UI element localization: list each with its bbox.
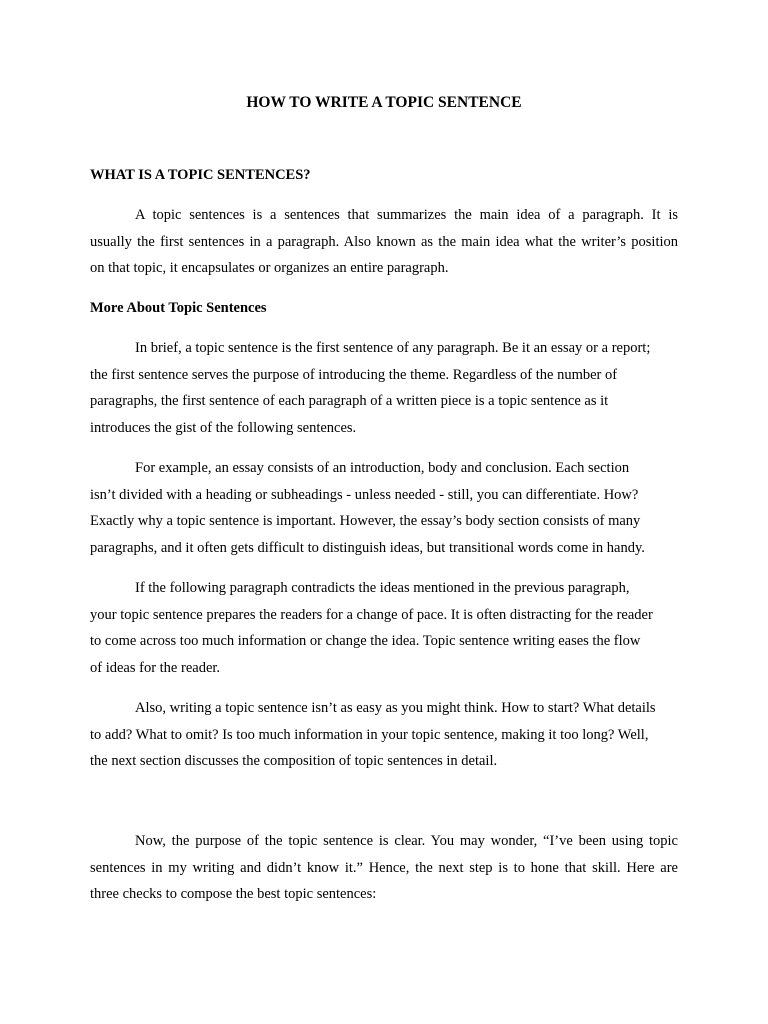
paragraph-line: the first sentence serves the purpose of introducing the theme. Regardless of the number of: [90, 366, 618, 383]
paragraph-line: of ideas for the reader.: [90, 660, 221, 677]
paragraph-line: to add? What to omit? Is too much information in your topic sentence, making it too long? Well,: [90, 726, 649, 743]
paragraph-line: For example, an essay consists of an introduction, body and conclusion. Each section: [135, 460, 630, 476]
paragraph-line: A topic sentences is a sentences that summarizes the main idea of a paragraph. It is: [135, 207, 678, 223]
paragraph-line: to come across too much information or change the idea. Topic sentence writing eases the flow: [90, 633, 641, 650]
paragraph-line: If the following paragraph contradicts the ideas mentioned in the previous paragraph,: [135, 580, 630, 596]
paragraph-line: Exactly why a topic sentence is important. However, the essay’s body section consists of many: [90, 513, 641, 530]
paragraph-line: paragraphs, the first sentence of each paragraph of a written piece is a topic sentence as it: [90, 393, 609, 410]
paragraph-line: introduces the gist of the following sentences.: [90, 420, 357, 437]
paragraph-line: your topic sentence prepares the readers for a change of pace. It is often distracting for the reader: [90, 606, 653, 623]
paragraph-contradicts: [90, 575, 678, 682]
section-heading-what-is: WHAT IS A TOPIC SENTENCES?: [90, 167, 311, 183]
paragraph-line: In brief, a topic sentence is the first sentence of any paragraph. Be it an essay or a report;: [135, 340, 651, 356]
paragraph-line: three checks to compose the best topic sentences:: [90, 886, 377, 903]
paragraph-line: isn’t divided with a heading or subheadings - unless needed - still, you can differentiate. How?: [90, 486, 639, 503]
document-title: HOW TO WRITE A TOPIC SENTENCE: [246, 94, 522, 111]
paragraph-in-brief: [90, 335, 678, 442]
paragraph-now-purpose: [90, 828, 678, 908]
paragraph-line: on that topic, it encapsulates or organizes an entire paragraph.: [90, 260, 449, 277]
paragraph-line: usually the first sentences in a paragraph. Also known as the main idea what the writer’s position: [90, 233, 678, 250]
section-heading-more-about: More About Topic Sentences: [90, 300, 267, 316]
paragraph-definition: [90, 202, 678, 282]
paragraph-also-writing: [90, 695, 678, 775]
paragraph-line: paragraphs, and it often gets difficult to distinguish ideas, but transitional words come in handy.: [90, 540, 645, 557]
paragraph-line: sentences in my writing and didn’t know it.” Hence, the next step is to hone that skill. Here are: [90, 859, 678, 876]
paragraph-line: Also, writing a topic sentence isn’t as easy as you might think. How to start? What details: [135, 700, 656, 716]
paragraph-for-example: [90, 455, 678, 562]
paragraph-line: Now, the purpose of the topic sentence is clear. You may wonder, “I’ve been using topic: [135, 833, 678, 849]
paragraph-line: the next section discusses the composition of topic sentences in detail.: [90, 753, 498, 770]
